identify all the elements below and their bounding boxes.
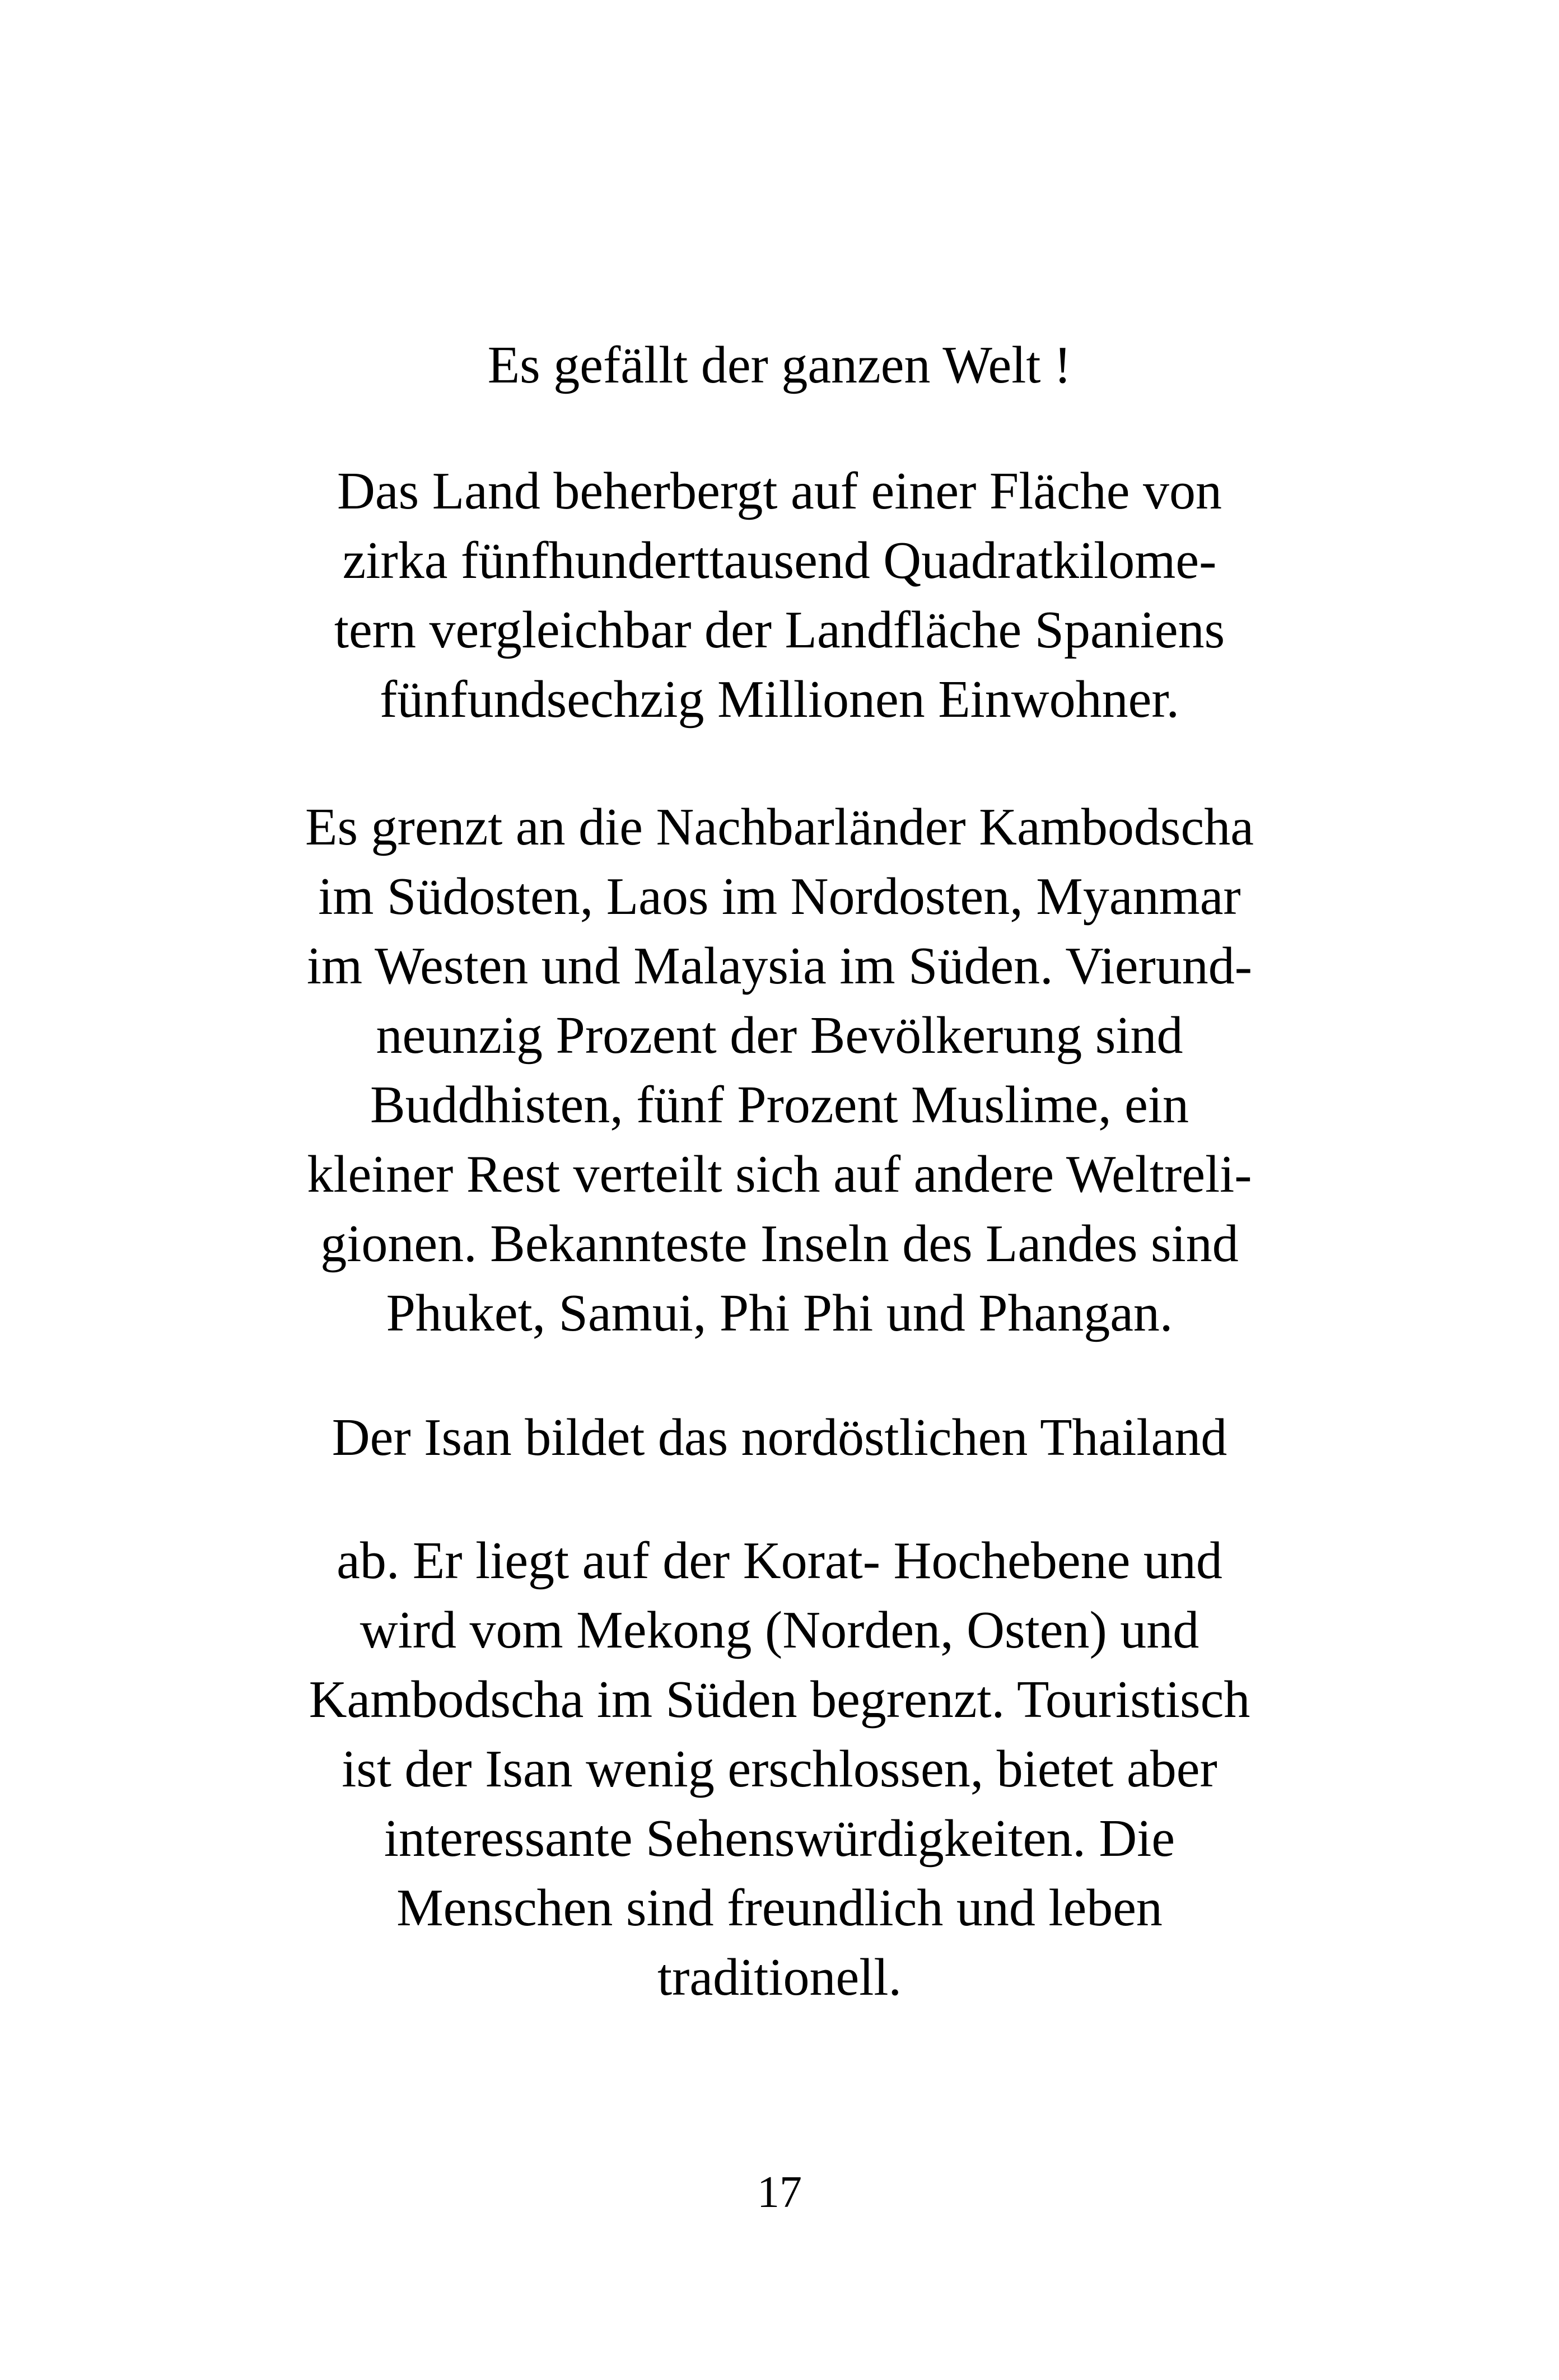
text-line: ab. Er liegt auf der Korat- Hochebene und xyxy=(337,1532,1222,1590)
paragraph-isan-intro xyxy=(0,1403,1559,1472)
text-line: kleiner Rest verteilt sich auf andere Weltreli- xyxy=(307,1145,1252,1203)
text-line: fünfundsechzig Millionen Einwohner. xyxy=(380,670,1179,729)
text-line: im Südosten, Laos im Nordosten, Myanmar xyxy=(318,867,1241,926)
text-line: im Westen und Malaysia im Süden. Vierund- xyxy=(306,937,1253,995)
text-line: Es grenzt an die Nachbarländer Kambodscha xyxy=(305,798,1254,856)
heading-line: Es gefällt der ganzen Welt ! xyxy=(487,336,1072,394)
text-line: gionen. Bekannteste Inseln des Landes sind xyxy=(320,1215,1239,1273)
text-line: Kambodscha im Süden begrenzt. Touristisch xyxy=(309,1670,1250,1729)
text-line: zirka fünfhunderttausend Quadratkilome- xyxy=(342,531,1217,590)
text-line: traditionell. xyxy=(657,1948,902,2006)
text-line: Der Isan bildet das nordöstlichen Thailand xyxy=(332,1408,1227,1467)
text-line: Buddhisten, fünf Prozent Muslime, ein xyxy=(370,1076,1189,1134)
text-line: interessante Sehenswürdigkeiten. Die xyxy=(384,1809,1175,1868)
text-line: neunzig Prozent der Bevölkerung sind xyxy=(376,1006,1183,1065)
paragraph-land-area xyxy=(0,456,1559,734)
text-line: Menschen sind freundlich und leben xyxy=(396,1879,1163,1937)
text-line: wird vom Mekong (Norden, Osten) und xyxy=(360,1601,1199,1659)
page-number: 17 xyxy=(757,2168,802,2217)
text-line: ist der Isan wenig erschlossen, bietet aber xyxy=(342,1740,1217,1798)
paragraph-borders xyxy=(0,792,1559,1348)
text-line: Phuket, Samui, Phi Phi und Phangan. xyxy=(386,1284,1173,1342)
paragraph-isan xyxy=(0,1526,1559,2012)
text-line: tern vergleichbar der Landfläche Spaniens xyxy=(334,601,1225,659)
page-heading xyxy=(0,330,1559,400)
text-line: Das Land beherbergt auf einer Fläche von xyxy=(337,462,1222,520)
